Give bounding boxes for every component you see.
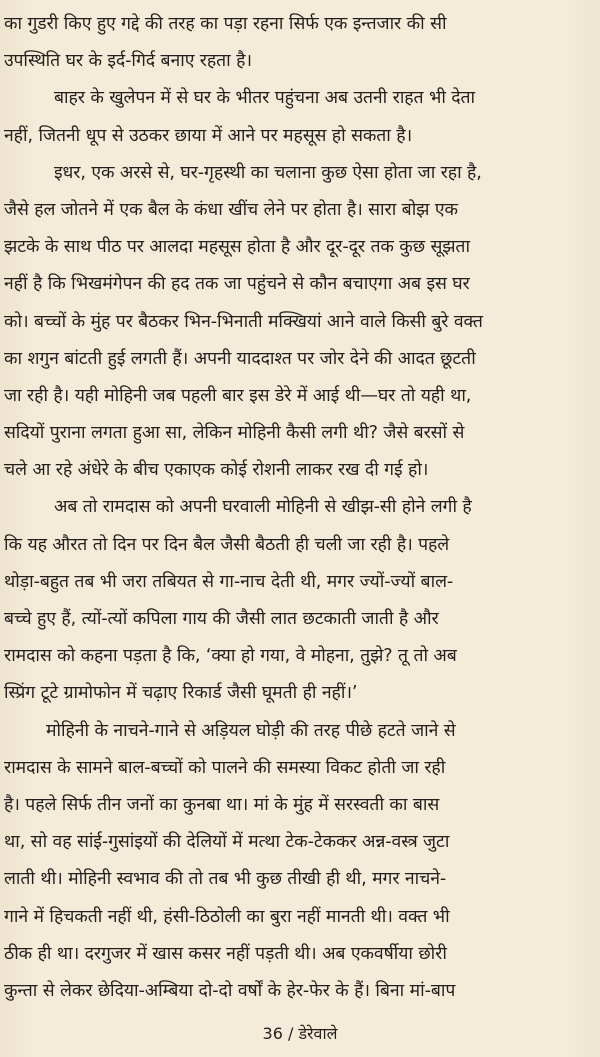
text-line: उपस्थिति घर के इर्द-गिर्द बनाए रहता है। [4,51,252,72]
paragraph-start-line: बाहर के खुलेपन में से घर के भीतर पहुंचना अब उतनी राहत भी देता [54,88,475,109]
text-line: रामदास के सामने बाल-बच्चों को पालने की समस्या विकट होती जा रही [4,757,446,778]
text-line: रामदास को कहना पड़ता है कि, ‘क्या हो गया, वे मोहना, तुझे? तू तो अब [4,646,457,667]
text-line: सदियों पुराना लगता हुआ सा, लेकिन मोहिनी कैसी लगी थी? जैसे बरसों से [4,423,465,444]
text-line: स्प्रिंग टूटे ग्रामोफोन में चढ़ाए रिकार्ड जैसी घूमती ही नहीं।’ [4,683,358,704]
text-line: झटके के साथ पीठ पर आलदा महसूस होता है और दूर-दूर तक कुछ सूझता [4,237,470,258]
paragraph-start-line: अब तो रामदास को अपनी घरवाली मोहिनी से खीझ-सी होने लगी है [54,497,472,518]
text-line: जैसे हल जोतने में एक बैल के कंधा खींच लेने पर होता है। सारा बोझ एक [4,199,458,220]
text-line: कि यह औरत तो दिन पर दिन बैल जैसी बैठती ही चली जा रही है। पहले [4,534,450,555]
text-line: नहीं है कि भिखमंगेपन की हद तक जा पहुंचने से कौन बचाएगा अब इस घर [4,274,470,295]
text-line: जा रही है। यही मोहिनी जब पहली बार इस डेरे में आई थी—घर तो यही था, [4,385,472,406]
text-line: को। बच्चों के मुंह पर बैठकर भिन-भिनाती मक्खियां आने वाले किसी बुरे वक्त [4,311,483,332]
page-text [4,6,594,1010]
text-line: चले आ रहे अंधेरे के बीच एकाएक कोई रोशनी लाकर रख दी गई हो। [4,460,429,481]
text-line: लाती थी। मोहिनी स्वभाव की तो तब भी कुछ तीखी ही थी, मगर नाचने- [4,869,447,890]
text-line: गाने में हिचकती नहीं थी, हंसी-ठिठोली का बुरा नहीं मानती थी। वक्त भी [4,906,450,927]
text-line: का शगुन बांटती हुई लगती हैं। अपनी याददाश्त पर जोर देने की आदत छूटती [4,348,476,369]
paragraph-start-line: इधर, एक अरसे से, घर-गृहस्थी का चलाना कुछ ऐसा होता जा रहा है, [54,162,482,183]
text-line: था, सो वह सांई-गुसांइयों की देलियों में मत्था टेक-टेककर अन्न-वस्त्र जुटा [4,832,450,853]
paragraph-start-line: मोहिनी के नाचने-गाने से अड़ियल घोड़ी की तरह पीछे हटते जाने से [46,720,456,741]
text-line: है। पहले सिर्फ तीन जनों का कुनबा था। मां के मुंह में सरस्वती का बास [4,794,440,815]
text-line: नहीं, जितनी धूप से उठकर छाया में आने पर महसूस हो सकता है। [4,125,413,146]
text-line: थोड़ा-बहुत तब भी जरा तबियत से गा-नाच देती थी, मगर ज्यों-ज्यों बाल- [4,571,454,592]
text-line: कुन्ता से लेकर छेदिया-अम्बिया दो-दो वर्षों के हेर-फेर के हैं। बिना मां-बाप [4,980,456,1001]
text-line: ठीक ही था। दरगुजर में खास कसर नहीं पड़ती थी। अब एकवर्षीया छोरी [4,943,447,964]
page-footer: 36 / डेरेवाले [262,1024,338,1043]
text-line: बच्चे हुए हैं, त्यों-त्यों कपिला गाय की जैसी लात छटकाती जाती है और [4,609,439,629]
text-line: का गुडरी किए हुए गद्दे की तरह का पड़ा रहना सिर्फ एक इन्तजार की सी [4,14,447,34]
